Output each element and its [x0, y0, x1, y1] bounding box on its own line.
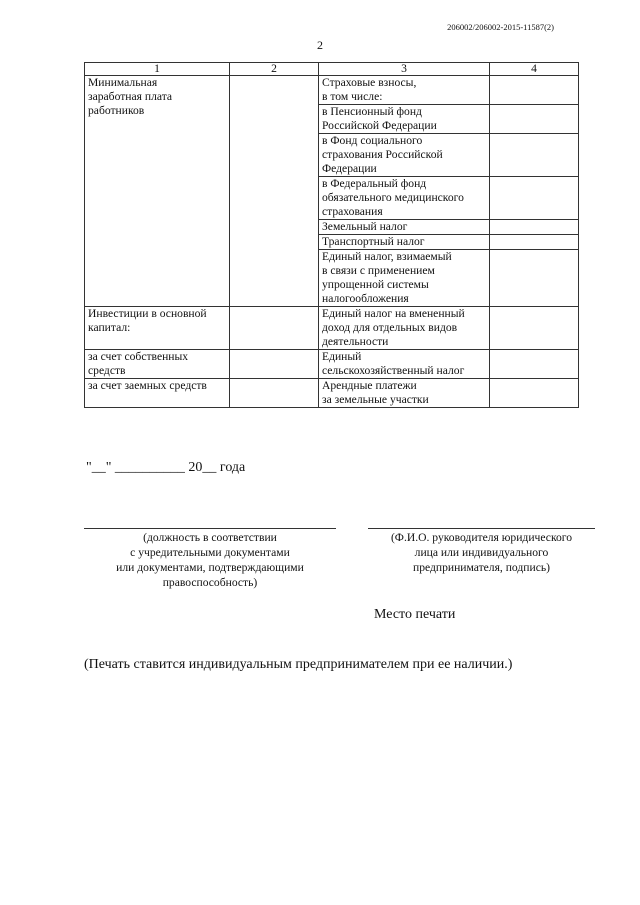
- tax-name-insurance: Страховые взносы, в том числе:: [319, 76, 490, 105]
- stamp-place: Место печати: [374, 607, 456, 622]
- tax-name-pension-fund: в Пенсионный фонд Российской Федерации: [319, 105, 490, 134]
- tax-name-agricultural-tax: Единый сельскохозяйственный налог: [319, 350, 490, 379]
- header-col-2: 2: [230, 63, 319, 76]
- cell-col2-borrowed-funds[interactable]: [230, 379, 319, 408]
- date-line: "__" __________ 20__ года: [86, 460, 246, 475]
- row-label-investments: Инвестиции в основной капитал:: [85, 307, 230, 350]
- stamp-note: (Печать ставится индивидуальным предпринимателем при ее наличии.): [84, 657, 513, 672]
- value-cell-land-tax[interactable]: [490, 220, 579, 235]
- header-col-3: 3: [319, 63, 490, 76]
- tax-name-social-fund: в Фонд социального страхования Российской Федерации: [319, 134, 490, 177]
- table-row: [85, 379, 579, 408]
- cell-col2-investments[interactable]: [230, 307, 319, 350]
- value-cell-simplified-tax[interactable]: [490, 250, 579, 307]
- position-caption: (должность в соответствии с учредительными документами или документами, подтверждающими правоспособность): [116, 531, 304, 589]
- cell-col2-min-wage[interactable]: [230, 76, 319, 307]
- value-cell-imputed-tax[interactable]: [490, 307, 579, 350]
- position-signature-line: [84, 528, 336, 529]
- name-caption: (Ф.И.О. руководителя юридического лица или индивидуального предпринимателя, подпись): [390, 531, 573, 574]
- table-header-row: [85, 63, 579, 76]
- tax-name-simplified-tax: Единый налог, взимаемый в связи с применением упрощенной системы налогообложения: [319, 250, 490, 307]
- value-cell-insurance[interactable]: [490, 76, 579, 105]
- tax-form-table: [84, 62, 579, 408]
- row-label-borrowed-funds: за счет заемных средств: [85, 379, 230, 408]
- tax-name-transport-tax: Транспортный налог: [319, 235, 490, 250]
- value-cell-agricultural-tax[interactable]: [490, 350, 579, 379]
- header-col-4: 4: [490, 63, 579, 76]
- row-label-min-wage: Минимальная заработная плата работников: [85, 76, 230, 307]
- tax-name-medical-fund: в Федеральный фонд обязательного медицинского страхования: [319, 177, 490, 220]
- cell-col2-own-funds[interactable]: [230, 350, 319, 379]
- tax-name-imputed-tax: Единый налог на вмененный доход для отдельных видов деятельности: [319, 307, 490, 350]
- value-cell-pension-fund[interactable]: [490, 105, 579, 134]
- header-col-1: 1: [85, 63, 230, 76]
- page-number: 2: [317, 38, 323, 52]
- row-label-own-funds: за счет собственных средств: [85, 350, 230, 379]
- tax-name-land-rent: Арендные платежи за земельные участки: [319, 379, 490, 408]
- tax-name-land-tax: Земельный налог: [319, 220, 490, 235]
- value-cell-social-fund[interactable]: [490, 134, 579, 177]
- table-row: [85, 350, 579, 379]
- table-row: [85, 307, 579, 350]
- value-cell-transport-tax[interactable]: [490, 235, 579, 250]
- value-cell-land-rent[interactable]: [490, 379, 579, 408]
- table-row: [85, 76, 579, 105]
- document-id: 206002/206002-2015-11587(2): [447, 22, 554, 32]
- value-cell-medical-fund[interactable]: [490, 177, 579, 220]
- name-signature-line: [368, 528, 595, 529]
